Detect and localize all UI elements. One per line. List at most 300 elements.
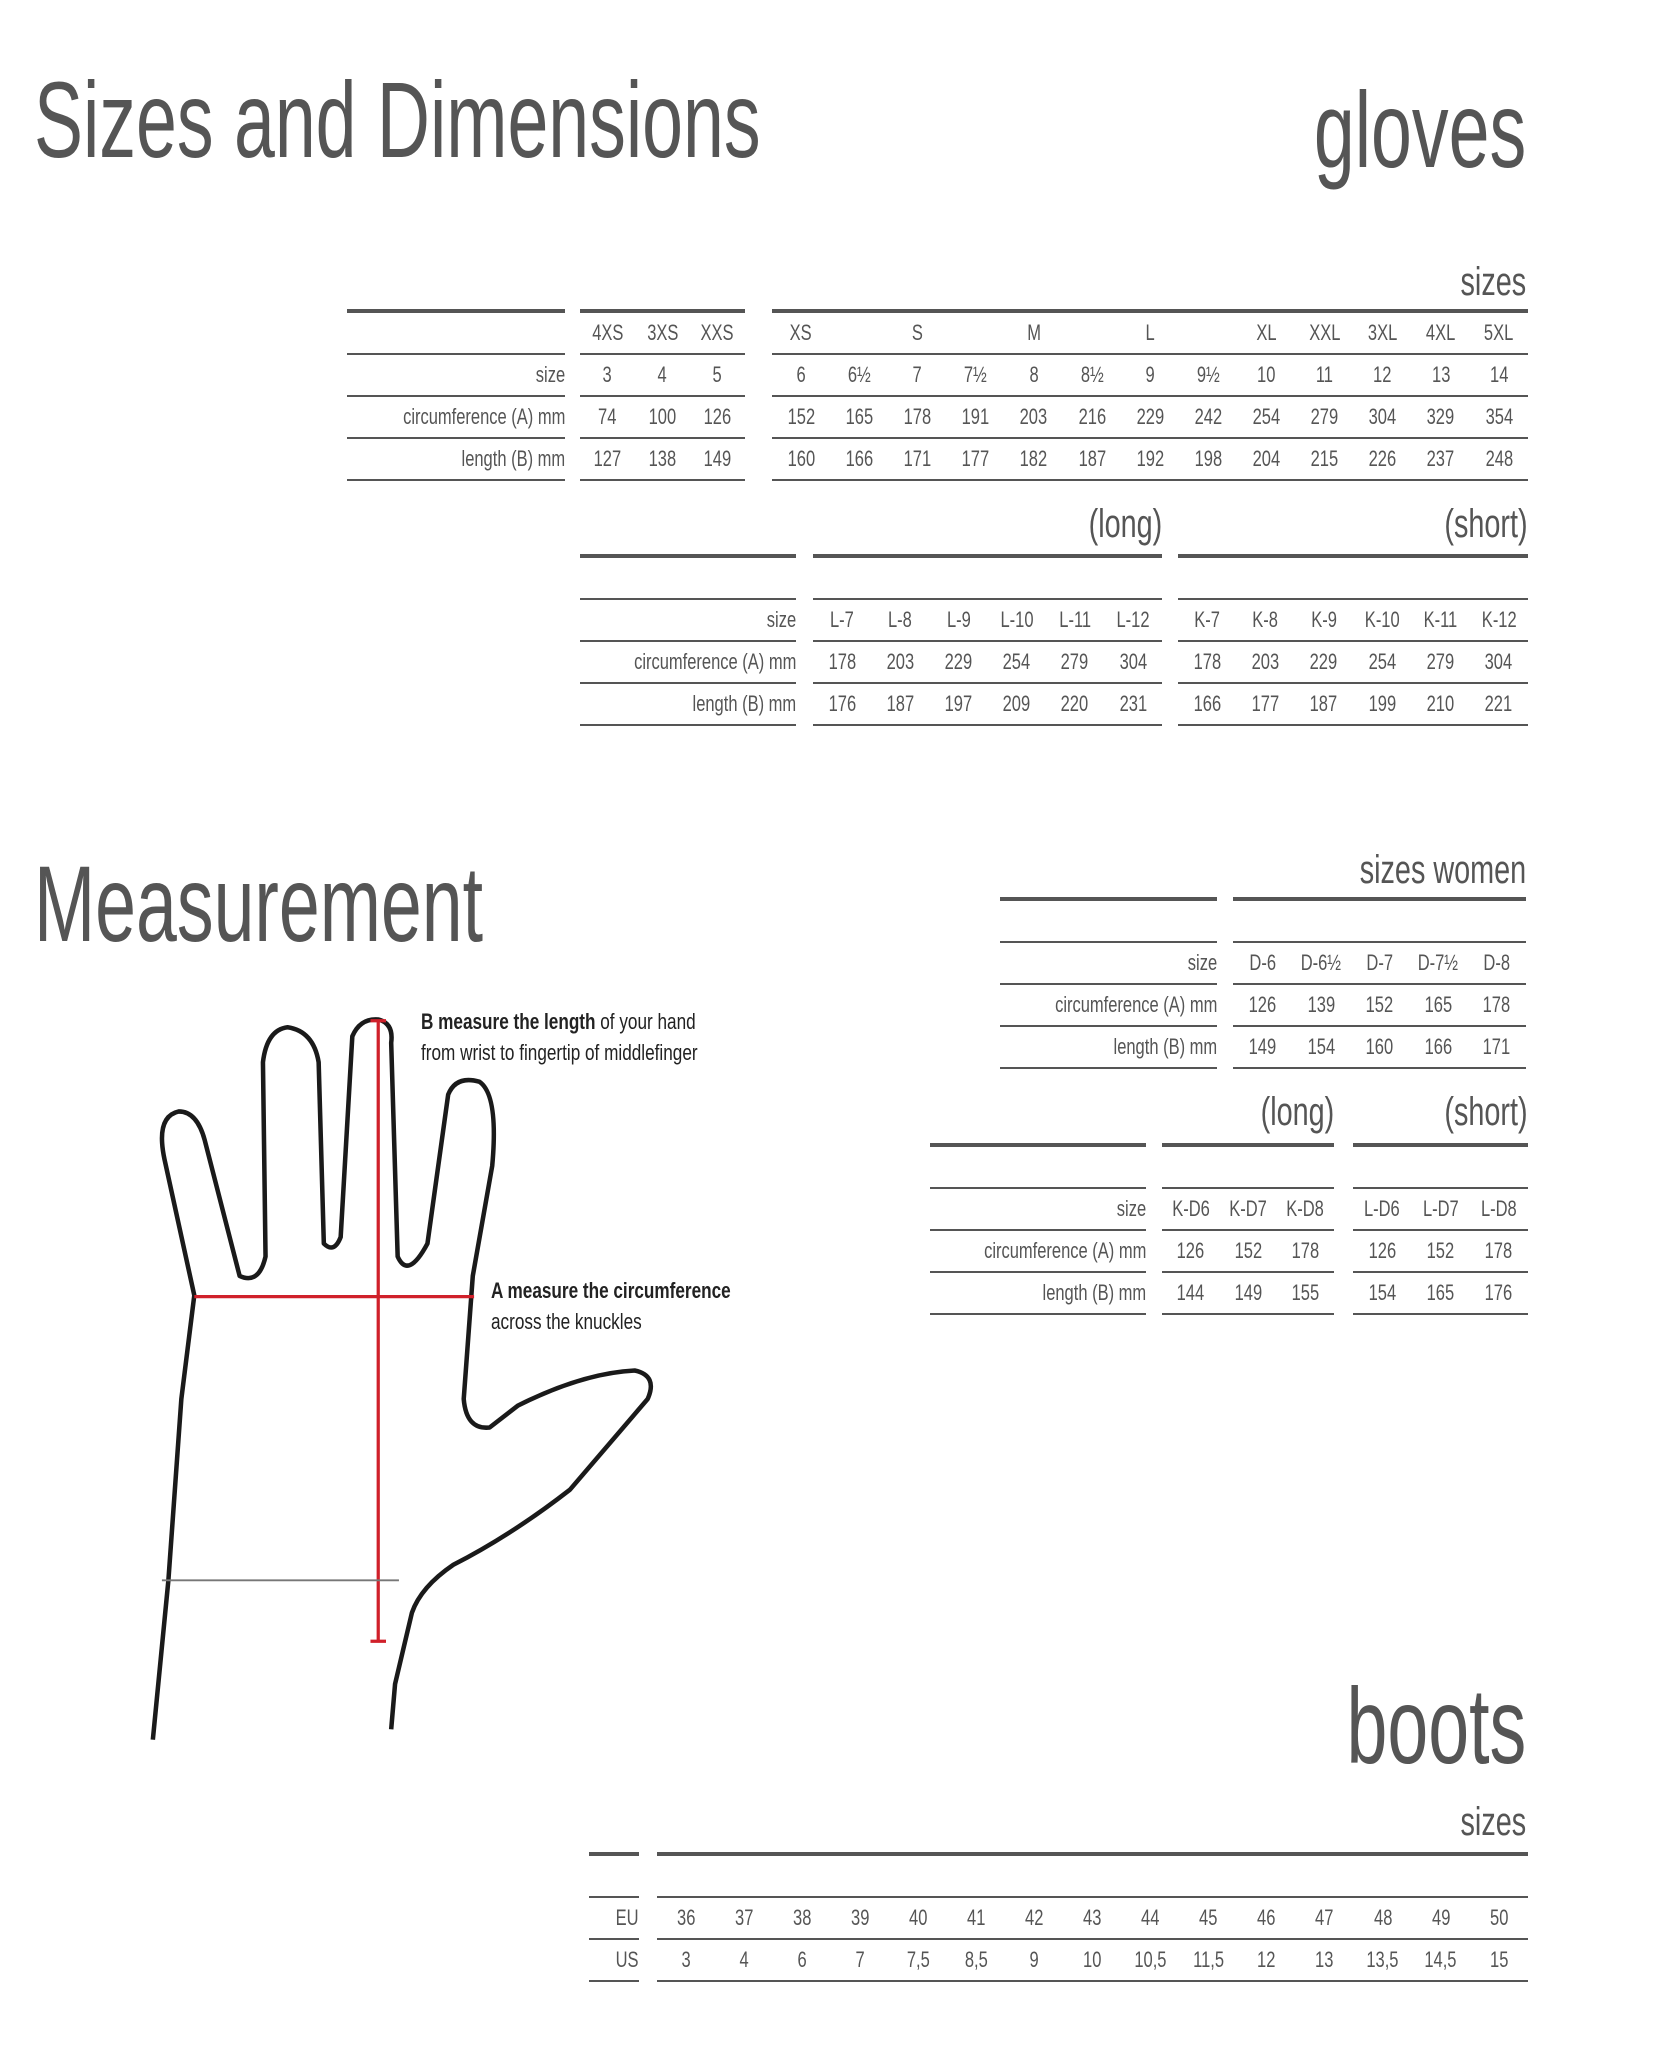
table-cell bbox=[888, 362, 946, 388]
table-cell bbox=[1295, 320, 1353, 346]
cell-value: XXS bbox=[700, 320, 735, 345]
table-cell bbox=[1063, 1905, 1121, 1931]
cell-value: 50 bbox=[1489, 1905, 1509, 1930]
table-cell bbox=[1122, 1947, 1180, 1973]
cell-value: 139 bbox=[1307, 992, 1335, 1017]
sizes-label: sizes bbox=[1460, 260, 1526, 304]
table-cell bbox=[813, 565, 871, 591]
table-cell bbox=[772, 404, 830, 430]
table-cell bbox=[1470, 320, 1528, 346]
header-row bbox=[1162, 1147, 1334, 1189]
cell-value: 160 bbox=[787, 446, 815, 471]
table-cell bbox=[1412, 404, 1470, 430]
cell-value: L-9 bbox=[946, 607, 971, 632]
table-cell bbox=[1470, 1280, 1528, 1306]
table-cell bbox=[1104, 691, 1162, 717]
table-cell bbox=[1295, 404, 1353, 430]
cell-value: 154 bbox=[1368, 1280, 1396, 1305]
cell-value: 11 bbox=[1315, 362, 1334, 387]
cell-value: D-6 bbox=[1248, 950, 1276, 975]
table-cell bbox=[1178, 607, 1236, 633]
table-cell bbox=[1179, 362, 1237, 388]
gloves-long-short-label-column bbox=[580, 554, 796, 726]
cell-value: 178 bbox=[828, 649, 856, 674]
table-cell bbox=[1467, 1034, 1526, 1060]
cell-value: 178 bbox=[903, 404, 932, 429]
cell-value: 178 bbox=[1485, 1238, 1513, 1263]
cell-value: 209 bbox=[1002, 691, 1031, 716]
cell-value: K-12 bbox=[1481, 607, 1517, 632]
cell-value: 178 bbox=[1482, 992, 1511, 1017]
table-cell bbox=[1233, 1034, 1292, 1060]
cell-value: S bbox=[911, 320, 923, 345]
row-label bbox=[580, 642, 796, 684]
cell-value: 100 bbox=[648, 404, 677, 429]
gloves-main-group-0 bbox=[580, 309, 745, 481]
cell-value: 166 bbox=[1424, 1034, 1452, 1059]
table-cell bbox=[635, 320, 690, 346]
cell-value: 126 bbox=[1368, 1238, 1396, 1263]
table-cell bbox=[988, 607, 1046, 633]
table-cell bbox=[1411, 649, 1469, 675]
table-cell bbox=[1296, 1947, 1354, 1973]
table-cell bbox=[580, 362, 635, 388]
cell-value: 127 bbox=[593, 446, 622, 471]
table-cell bbox=[657, 1905, 715, 1931]
table-cell bbox=[1470, 446, 1528, 472]
row-label bbox=[1000, 1027, 1217, 1069]
table-cell bbox=[1411, 1238, 1469, 1264]
table-row bbox=[772, 355, 1528, 397]
table-cell bbox=[1005, 1905, 1063, 1931]
table-cell bbox=[1295, 649, 1353, 675]
table-cell bbox=[715, 1905, 773, 1931]
cell-value: L-10 bbox=[1000, 607, 1034, 632]
cell-value: 177 bbox=[1251, 691, 1280, 716]
cell-value: 144 bbox=[1176, 1280, 1205, 1305]
cell-value: K-11 bbox=[1423, 607, 1458, 632]
table-cell bbox=[1350, 908, 1409, 934]
table-cell bbox=[1411, 691, 1469, 717]
table-row bbox=[772, 397, 1528, 439]
table-cell bbox=[830, 404, 888, 430]
table-cell bbox=[1296, 1905, 1354, 1931]
table-cell bbox=[1470, 1196, 1528, 1222]
row-label bbox=[347, 397, 565, 439]
cell-value: 304 bbox=[1119, 649, 1147, 674]
table-cell bbox=[1104, 607, 1162, 633]
table-cell bbox=[871, 649, 929, 675]
table-cell bbox=[1237, 446, 1295, 472]
cell-value: 48 bbox=[1373, 1905, 1392, 1930]
table-cell bbox=[946, 320, 1004, 346]
table-cell bbox=[1180, 1947, 1238, 1973]
cell-value: 204 bbox=[1252, 446, 1281, 471]
table-row bbox=[772, 439, 1528, 481]
cell-value: 203 bbox=[1251, 649, 1280, 674]
table-cell bbox=[1179, 404, 1237, 430]
row-label-text: length (B) mm bbox=[461, 446, 565, 471]
cell-value: 45 bbox=[1199, 1905, 1218, 1930]
table-cell bbox=[580, 320, 635, 346]
cell-value: 74 bbox=[598, 404, 617, 429]
cell-value: 37 bbox=[734, 1905, 754, 1930]
cell-value: 46 bbox=[1257, 1905, 1276, 1930]
women-long-caption: (long) bbox=[1260, 1090, 1334, 1134]
cell-value: 152 bbox=[1234, 1238, 1262, 1263]
cell-value: D-7 bbox=[1366, 950, 1393, 975]
table-cell bbox=[1238, 1905, 1296, 1931]
table-cell bbox=[1412, 320, 1470, 346]
cell-value: 9½ bbox=[1196, 362, 1220, 387]
table-cell bbox=[946, 404, 1004, 430]
cell-value: 4 bbox=[739, 1947, 749, 1972]
table-cell bbox=[1295, 446, 1353, 472]
cell-value: 7,5 bbox=[906, 1947, 930, 1972]
table-row bbox=[580, 397, 745, 439]
row-label-text: EU bbox=[616, 1905, 639, 1930]
cell-value: 199 bbox=[1368, 691, 1396, 716]
table-row bbox=[1233, 985, 1526, 1027]
cell-value: 3 bbox=[681, 1947, 691, 1972]
cell-value: 7 bbox=[855, 1947, 865, 1972]
header-row bbox=[813, 558, 1162, 600]
cell-value: 155 bbox=[1291, 1280, 1320, 1305]
cell-value: 6 bbox=[796, 362, 806, 387]
cell-value: L-12 bbox=[1116, 607, 1150, 632]
table-cell bbox=[1353, 1280, 1411, 1306]
table-cell bbox=[1063, 320, 1121, 346]
cell-value: 187 bbox=[886, 691, 915, 716]
table-cell bbox=[657, 1947, 715, 1973]
table-cell bbox=[1470, 649, 1528, 675]
header-row bbox=[580, 313, 745, 355]
row-label-text: length (B) mm bbox=[1042, 1280, 1146, 1305]
table-cell bbox=[813, 649, 871, 675]
cell-value: K-D7 bbox=[1229, 1196, 1267, 1221]
row-label bbox=[580, 684, 796, 726]
cell-value: 192 bbox=[1136, 446, 1164, 471]
cell-value: 171 bbox=[903, 446, 932, 471]
table-cell bbox=[830, 320, 888, 346]
table-cell bbox=[1236, 607, 1294, 633]
boots-sizes-label: sizes bbox=[1460, 1800, 1526, 1844]
table-cell bbox=[929, 565, 987, 591]
boots-heading: boots bbox=[1346, 1665, 1526, 1786]
cell-value: 216 bbox=[1078, 404, 1106, 429]
table-cell bbox=[1409, 950, 1468, 976]
table-cell bbox=[1409, 908, 1468, 934]
cell-value: 9 bbox=[1145, 362, 1155, 387]
table-cell bbox=[1350, 950, 1409, 976]
table-row bbox=[1178, 642, 1528, 684]
table-cell bbox=[1292, 1034, 1351, 1060]
row-label-text: circumference (A) mm bbox=[983, 1238, 1146, 1263]
length-note bbox=[421, 1006, 698, 1068]
table-cell bbox=[988, 649, 1046, 675]
table-cell bbox=[1411, 565, 1469, 591]
cell-value: D-7½ bbox=[1417, 950, 1459, 975]
cell-value: 5XL bbox=[1484, 320, 1514, 345]
table-cell bbox=[1354, 404, 1412, 430]
table-cell bbox=[1121, 362, 1179, 388]
table-cell bbox=[1063, 362, 1121, 388]
cell-value: 279 bbox=[1060, 649, 1089, 674]
row-label bbox=[1000, 943, 1217, 985]
cell-value: K-10 bbox=[1364, 607, 1400, 632]
header-row bbox=[580, 558, 796, 600]
row-label-text: size bbox=[1116, 1196, 1146, 1221]
table-cell bbox=[1470, 691, 1528, 717]
row-label bbox=[347, 355, 565, 397]
cell-value: 38 bbox=[792, 1905, 812, 1930]
cell-value: 13,5 bbox=[1366, 1947, 1399, 1972]
cell-value: 5 bbox=[712, 362, 723, 387]
table-cell bbox=[1162, 1238, 1219, 1264]
cell-value: D-8 bbox=[1483, 950, 1510, 975]
women-label-column bbox=[1000, 897, 1217, 1069]
table-row bbox=[580, 355, 745, 397]
table-cell bbox=[1046, 691, 1104, 717]
table-cell bbox=[1233, 992, 1292, 1018]
table-cell bbox=[1411, 1154, 1469, 1180]
table-cell bbox=[988, 565, 1046, 591]
table-cell bbox=[773, 1947, 831, 1973]
cell-value: XXL bbox=[1308, 320, 1341, 345]
table-cell bbox=[1350, 1034, 1409, 1060]
length-note-rest: of your hand bbox=[595, 1009, 696, 1034]
cell-value: 171 bbox=[1482, 1034, 1511, 1059]
table-cell bbox=[635, 362, 690, 388]
table-cell bbox=[888, 404, 946, 430]
table-row bbox=[1353, 1189, 1528, 1231]
table-cell bbox=[1005, 446, 1063, 472]
table-cell bbox=[1409, 1034, 1468, 1060]
table-cell bbox=[1470, 1947, 1528, 1973]
circumference-note-bold: A measure the circumference bbox=[491, 1278, 731, 1303]
cell-value: 166 bbox=[845, 446, 874, 471]
table-cell bbox=[1005, 320, 1063, 346]
table-cell bbox=[889, 1947, 947, 1973]
table-cell bbox=[1354, 1905, 1412, 1931]
table-cell bbox=[1353, 565, 1411, 591]
table-cell bbox=[1470, 607, 1528, 633]
table-cell bbox=[889, 1905, 947, 1931]
table-cell bbox=[1412, 362, 1470, 388]
table-row bbox=[1178, 600, 1528, 642]
cell-value: 47 bbox=[1315, 1905, 1334, 1930]
cell-value: 42 bbox=[1025, 1905, 1044, 1930]
cell-value: 304 bbox=[1485, 649, 1513, 674]
table-cell bbox=[1005, 362, 1063, 388]
row-label bbox=[1000, 985, 1217, 1027]
table-cell bbox=[690, 362, 745, 388]
table-cell bbox=[1237, 404, 1295, 430]
cell-value: 13 bbox=[1315, 1947, 1334, 1972]
header-row bbox=[657, 1856, 1528, 1898]
table-cell bbox=[888, 446, 946, 472]
table-cell bbox=[1353, 691, 1411, 717]
header-row bbox=[772, 313, 1528, 355]
table-row bbox=[813, 642, 1162, 684]
table-cell bbox=[1162, 1280, 1219, 1306]
cell-value: 166 bbox=[1193, 691, 1221, 716]
table-cell bbox=[635, 446, 690, 472]
table-cell bbox=[831, 1905, 889, 1931]
table-cell bbox=[690, 446, 745, 472]
gloves-heading: gloves bbox=[1313, 69, 1526, 190]
table-cell bbox=[1277, 1280, 1334, 1306]
cell-value: 149 bbox=[1248, 1034, 1277, 1059]
cell-value: 149 bbox=[1234, 1280, 1262, 1305]
table-cell bbox=[1063, 446, 1121, 472]
table-row bbox=[1162, 1273, 1334, 1315]
cell-value: 14,5 bbox=[1424, 1947, 1457, 1972]
table-cell bbox=[830, 446, 888, 472]
table-cell bbox=[988, 691, 1046, 717]
cell-value: 3XL bbox=[1367, 320, 1398, 345]
cell-value: 7½ bbox=[964, 362, 988, 387]
table-cell bbox=[1295, 607, 1353, 633]
cell-value: K-7 bbox=[1194, 607, 1220, 632]
cell-value: 6 bbox=[797, 1947, 807, 1972]
table-cell bbox=[871, 607, 929, 633]
page-title: Sizes and Dimensions bbox=[34, 59, 761, 180]
table-cell bbox=[772, 320, 830, 346]
row-label bbox=[930, 1231, 1146, 1273]
table-cell bbox=[1237, 320, 1295, 346]
row-label bbox=[347, 439, 565, 481]
cell-value: 254 bbox=[1252, 404, 1281, 429]
row-label bbox=[930, 1189, 1146, 1231]
table-cell bbox=[947, 1905, 1005, 1931]
boots-label-column bbox=[589, 1852, 639, 1982]
table-cell bbox=[1292, 950, 1351, 976]
row-label-text: circumference (A) mm bbox=[633, 649, 796, 674]
cell-value: 36 bbox=[676, 1905, 696, 1930]
cell-value: 49 bbox=[1431, 1905, 1451, 1930]
cell-value: 41 bbox=[967, 1905, 986, 1930]
table-cell bbox=[1409, 992, 1468, 1018]
table-cell bbox=[1005, 1947, 1063, 1973]
table-cell bbox=[946, 362, 1004, 388]
cell-value: 176 bbox=[1485, 1280, 1513, 1305]
table-cell bbox=[1354, 320, 1412, 346]
table-cell bbox=[1277, 1238, 1334, 1264]
row-label bbox=[589, 1898, 639, 1940]
table-cell bbox=[1412, 446, 1470, 472]
row-label-text: circumference (A) mm bbox=[402, 404, 565, 429]
cell-value: 152 bbox=[787, 404, 815, 429]
table-cell bbox=[715, 1947, 773, 1973]
women-group-0 bbox=[1233, 897, 1526, 1069]
table-cell bbox=[690, 320, 745, 346]
table-cell bbox=[1353, 1154, 1411, 1180]
table-cell bbox=[1412, 1947, 1470, 1973]
table-cell bbox=[1411, 607, 1469, 633]
cell-value: 198 bbox=[1194, 446, 1222, 471]
table-row bbox=[813, 600, 1162, 642]
row-label-text: size bbox=[1187, 950, 1217, 975]
row-label-text: length (B) mm bbox=[1113, 1034, 1217, 1059]
cell-value: 182 bbox=[1019, 446, 1048, 471]
cell-value: 44 bbox=[1141, 1905, 1160, 1930]
table-cell bbox=[690, 404, 745, 430]
cell-value: 187 bbox=[1078, 446, 1106, 471]
row-label bbox=[580, 600, 796, 642]
cell-value: 7 bbox=[912, 362, 922, 387]
table-cell bbox=[1233, 908, 1292, 934]
cell-value: 40 bbox=[909, 1905, 928, 1930]
table-cell bbox=[1219, 1154, 1276, 1180]
table-cell bbox=[1122, 1905, 1180, 1931]
cell-value: 15 bbox=[1489, 1947, 1509, 1972]
table-cell bbox=[1180, 1905, 1238, 1931]
cell-value: 354 bbox=[1485, 404, 1513, 429]
table-cell bbox=[1162, 1196, 1219, 1222]
cell-value: 304 bbox=[1368, 404, 1397, 429]
table-cell bbox=[1104, 565, 1162, 591]
header-row bbox=[1233, 901, 1526, 943]
cell-value: 3 bbox=[602, 362, 613, 387]
cell-value: 215 bbox=[1310, 446, 1339, 471]
cell-value: 176 bbox=[828, 691, 856, 716]
table-cell bbox=[1233, 950, 1292, 976]
cell-value: 165 bbox=[1424, 992, 1452, 1017]
table-cell bbox=[813, 691, 871, 717]
cell-value: 254 bbox=[1002, 649, 1031, 674]
table-cell bbox=[1292, 992, 1351, 1018]
table-cell bbox=[830, 362, 888, 388]
cell-value: 248 bbox=[1485, 446, 1513, 471]
cell-value: 4XS bbox=[591, 320, 624, 345]
women-long-short-group-1 bbox=[1353, 1143, 1528, 1315]
header-row bbox=[589, 1856, 639, 1898]
table-cell bbox=[1178, 565, 1236, 591]
table-cell bbox=[871, 565, 929, 591]
table-cell bbox=[1353, 607, 1411, 633]
table-cell bbox=[1470, 362, 1528, 388]
row-label-text: circumference (A) mm bbox=[1054, 992, 1217, 1017]
table-cell bbox=[1063, 404, 1121, 430]
table-row bbox=[1162, 1189, 1334, 1231]
table-cell bbox=[1063, 1947, 1121, 1973]
table-cell bbox=[1179, 446, 1237, 472]
table-cell bbox=[1277, 1196, 1334, 1222]
cell-value: 154 bbox=[1307, 1034, 1335, 1059]
cell-value: K-9 bbox=[1310, 607, 1337, 632]
length-note-bold: B measure the length bbox=[421, 1009, 596, 1034]
cell-value: 187 bbox=[1310, 691, 1338, 716]
cell-value: 242 bbox=[1194, 404, 1222, 429]
table-cell bbox=[1411, 1196, 1469, 1222]
table-cell bbox=[1237, 362, 1295, 388]
cell-value: 279 bbox=[1310, 404, 1339, 429]
table-cell bbox=[946, 446, 1004, 472]
row-label-text: length (B) mm bbox=[692, 691, 796, 716]
cell-value: 203 bbox=[886, 649, 915, 674]
sizes-women-label: sizes women bbox=[1359, 848, 1526, 892]
row-label bbox=[930, 1273, 1146, 1315]
cell-value: 197 bbox=[944, 691, 973, 716]
cell-value: 8½ bbox=[1080, 362, 1104, 387]
table-row bbox=[1178, 684, 1528, 726]
cell-value: 39 bbox=[851, 1905, 870, 1930]
cell-value: 229 bbox=[1136, 404, 1164, 429]
cell-value: 178 bbox=[1291, 1238, 1320, 1263]
cell-value: 126 bbox=[1176, 1238, 1205, 1263]
cell-value: 14 bbox=[1489, 362, 1509, 387]
